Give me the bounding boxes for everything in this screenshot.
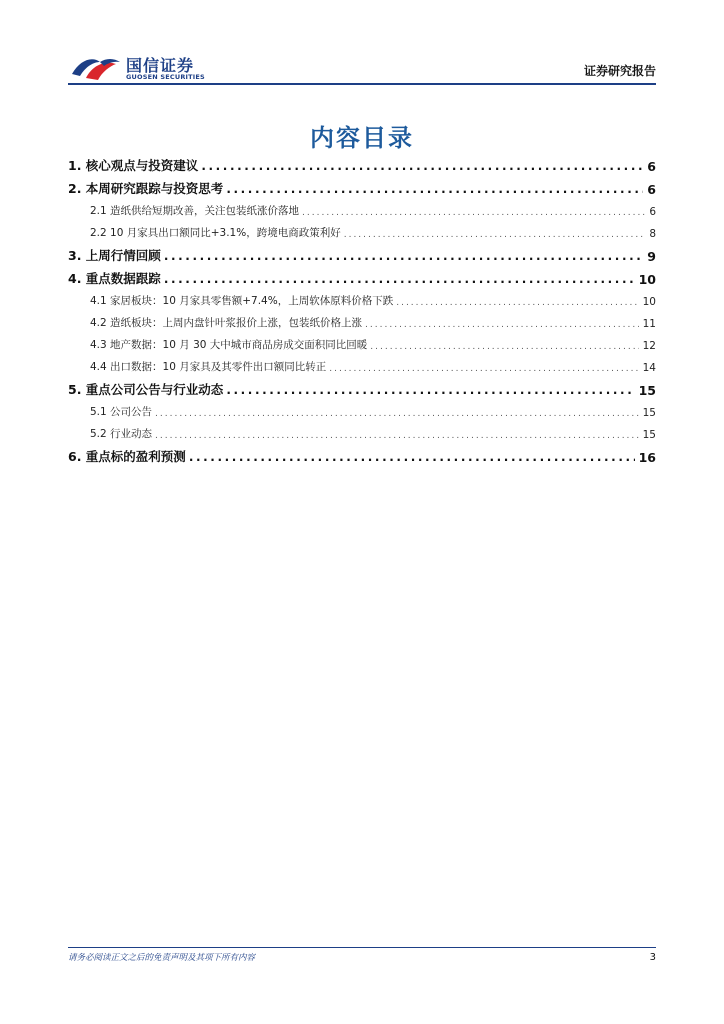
brand-name-cn: 国信证券 [126,56,195,75]
toc-entry-text: 2.1 造纸供给短期改善，关注包装纸涨价落地 [90,205,300,217]
toc-entry-text: 1. 核心观点与投资建议 [68,158,199,173]
toc-subentry[interactable] [68,401,656,423]
toc-entry[interactable] [68,267,656,290]
toc-leader-dots [226,378,634,401]
toc-leader-dots [365,312,639,334]
toc-entry-text: 4.4 出口数据：10 月家具及其零件出口额同比转正 [90,361,327,373]
toc-leader-dots [329,356,638,378]
page-header [68,50,656,84]
toc-leader-dots [344,222,646,244]
toc-entry-text: 4.1 家居板块：10 月家具零售额+7.4%，上周软体原料价格下跌 [90,295,394,307]
toc-entry-page: 10 [642,296,656,308]
toc-leader-dots [155,423,639,445]
toc-leader-dots [396,290,638,312]
toc-leader-dots [155,401,639,423]
toc-entry-page: 12 [642,340,656,352]
toc-subentry[interactable] [68,222,656,244]
toc-entry-text: 4. 重点数据跟踪 [68,271,161,286]
toc-entry[interactable] [68,177,656,200]
toc-entry-text: 6. 重点标的盈利预测 [68,449,186,464]
footer-divider [68,947,656,948]
brand-name-en: GUOSEN SECURITIES [126,73,205,81]
toc-entry-page: 8 [649,228,656,240]
toc-entry-page: 6 [647,159,656,174]
toc-leader-dots [164,244,643,267]
toc-entry-text: 5.1 公司公告 [90,406,153,418]
toc-subentry[interactable] [68,356,656,378]
toc-entry-page: 14 [642,362,656,374]
toc-leader-dots [302,200,645,222]
toc-entry[interactable] [68,244,656,267]
toc-entry-text: 4.3 地产数据：10 月 30 大中城市商品房成交面积同比回暖 [90,339,368,351]
toc-entry-page: 15 [642,429,656,441]
table-of-contents [68,154,656,468]
guosen-logo [68,50,208,84]
toc-subentry[interactable] [68,200,656,222]
toc-entry-page: 11 [642,318,656,330]
toc-leader-dots [226,177,643,200]
toc-entry-page: 9 [647,249,656,264]
toc-subentry[interactable] [68,312,656,334]
toc-entry-text: 5. 重点公司公告与行业动态 [68,382,224,397]
toc-entry-page: 6 [647,182,656,197]
toc-entry[interactable] [68,154,656,177]
toc-entry[interactable] [68,378,656,401]
header-divider [68,83,656,85]
toc-entry[interactable] [68,445,656,468]
toc-title: 内容目录 [310,124,414,152]
disclaimer-note: 请务必阅读正文之后的免责声明及其项下所有内容 [68,953,256,963]
toc-entry-text: 2.2 10 月家具出口额同比+3.1%，跨境电商政策利好 [90,227,341,239]
toc-entry-text: 4.2 造纸板块：上周内盘针叶浆报价上涨，包装纸价格上涨 [90,317,363,329]
toc-leader-dots [370,334,638,356]
toc-leader-dots [164,267,635,290]
toc-entry-text: 3. 上周行情回顾 [68,248,161,263]
toc-subentry[interactable] [68,423,656,445]
toc-leader-dots [201,154,643,177]
report-type-label: 证券研究报告 [583,64,656,78]
toc-subentry[interactable] [68,334,656,356]
toc-entry-page: 6 [649,206,656,218]
toc-entry-page: 10 [638,272,656,287]
toc-subentry[interactable] [68,290,656,312]
toc-entry-page: 15 [638,383,656,398]
toc-entry-text: 2. 本周研究跟踪与投资思考 [68,181,224,196]
page-number: 3 [649,952,656,963]
toc-leader-dots [189,445,635,468]
toc-entry-page: 15 [642,407,656,419]
guosen-logo-mark-icon [70,52,122,82]
toc-entry-text: 5.2 行业动态 [90,428,153,440]
toc-entry-page: 16 [638,450,656,465]
